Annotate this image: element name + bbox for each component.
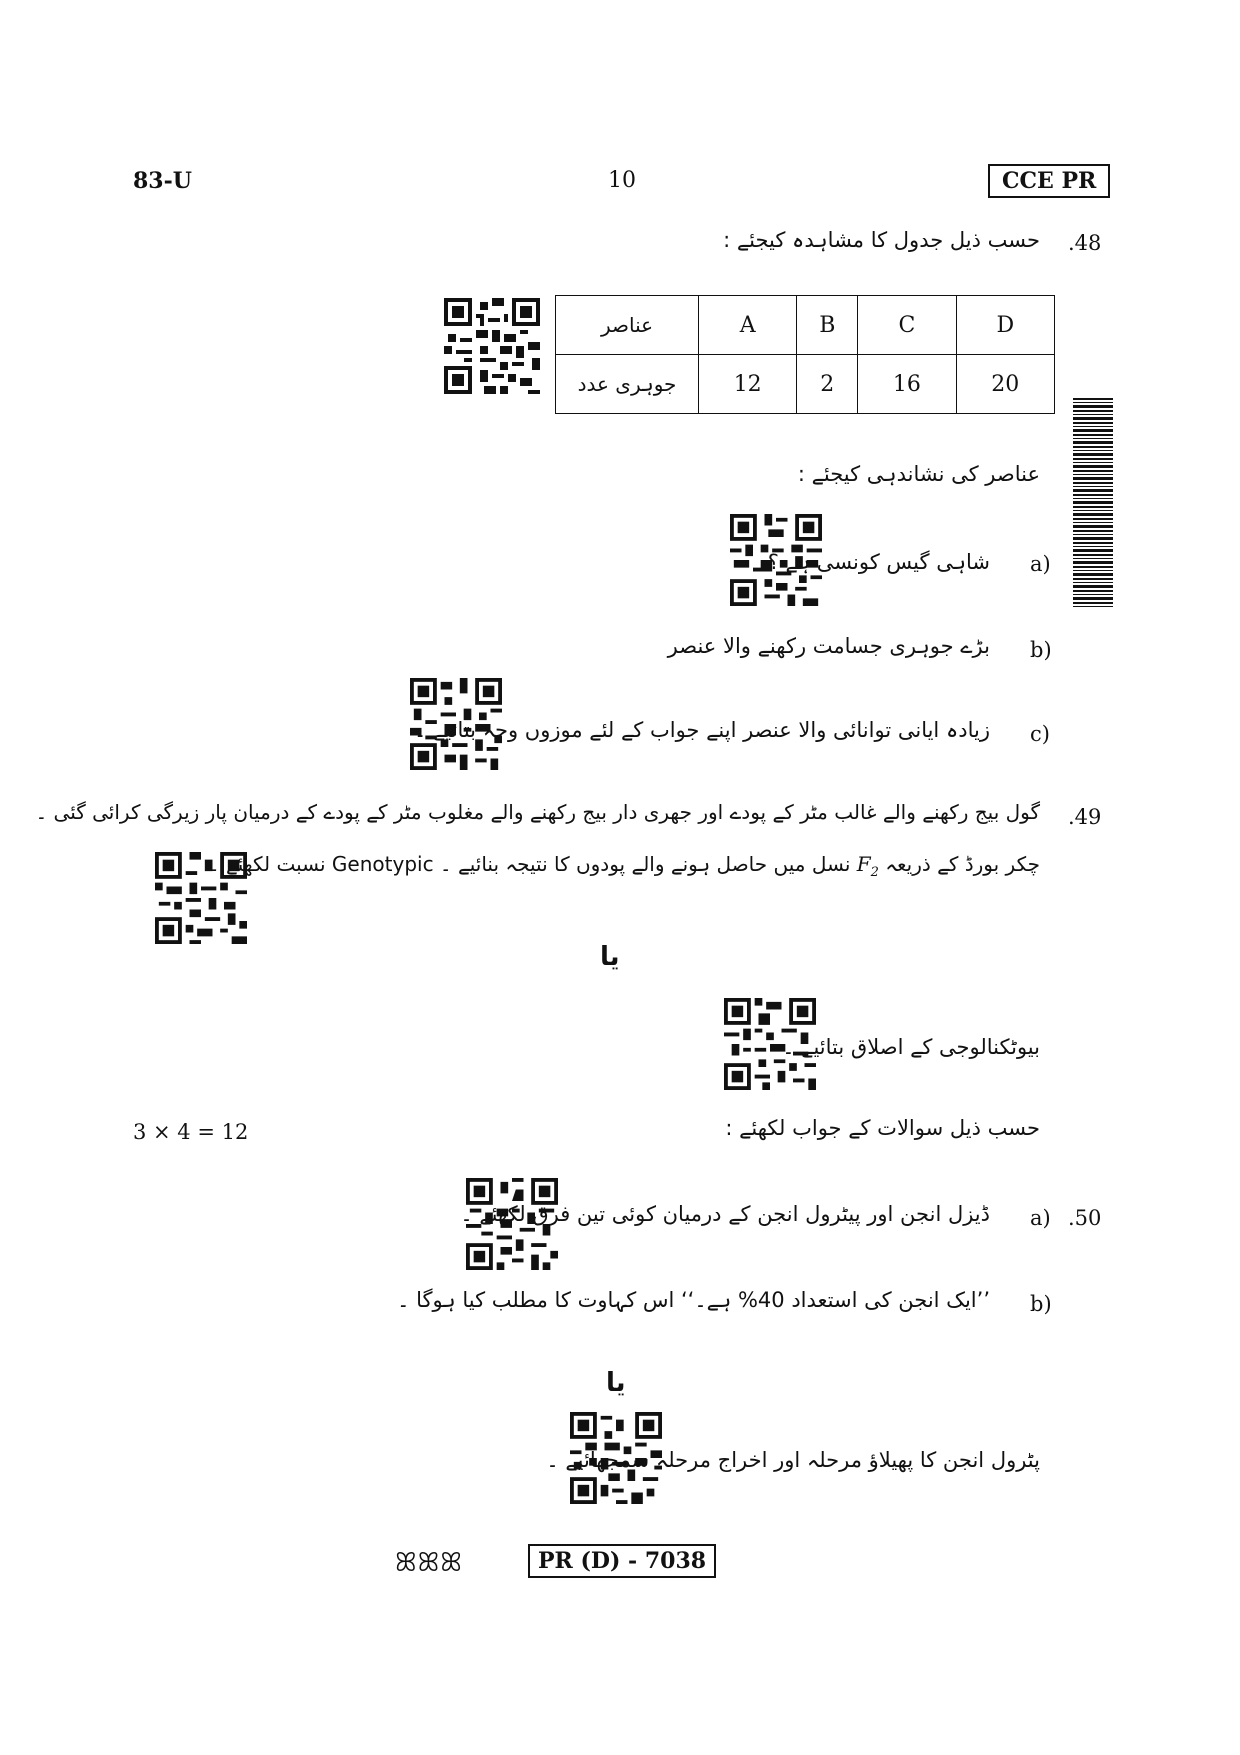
table-row <box>556 296 1055 355</box>
footer-ornament: ꕤꕤꕤ <box>395 1548 463 1578</box>
elements-table <box>555 295 1055 414</box>
q48-intro: حسب ذیل جدول کا مشاہدہ کیجئے : <box>723 228 1040 252</box>
question-number-50: .50 <box>1068 1206 1102 1230</box>
q48-part-b-text: بڑے جوہری جسامت رکھنے والا عنصر <box>667 634 990 658</box>
paper-code: 83-U <box>133 168 192 194</box>
table-row-label-atomic-number: جوہری عدد <box>556 355 699 414</box>
f2-notation: $F_2$ <box>856 852 879 880</box>
table-row <box>556 355 1055 414</box>
q48-instruction: عناصر کی نشاندہی کیجئے : <box>797 462 1040 486</box>
marks-formula: 3 × 4 = 12 <box>133 1120 249 1144</box>
element-cell: B <box>797 296 858 355</box>
atomic-number-cell: 16 <box>858 355 956 414</box>
section-instruction: حسب ذیل سوالات کے جواب لکھئے : <box>725 1116 1040 1140</box>
q48-part-c-text: زیادہ ایانی توانائی والا عنصر اپنے جواب کے لئے موزوں وجہ بتائیے ۔ <box>413 718 990 742</box>
q50-alt-question: پٹرول انجن کا پھیلاؤ مرحلہ اور اخراج مرحلہ سمجھائیے ۔ <box>546 1448 1040 1472</box>
exam-code-box: CCE PR <box>988 164 1110 198</box>
page-number: 10 <box>608 168 636 193</box>
q48-part-b-label: b) <box>1030 638 1052 662</box>
table-header-elements: عناصر <box>556 296 699 355</box>
footer-code-box: PR (D) - 7038 <box>528 1544 716 1578</box>
element-cell: A <box>699 296 797 355</box>
q50-part-b-text: ’’ایک انجن کی استعداد 40% ہے۔‘‘ اس کہاوت کا مطلب کیا ہوگا ۔ <box>397 1288 990 1312</box>
element-cell: C <box>858 296 956 355</box>
q48-part-a-label: a) <box>1030 552 1051 576</box>
q50-part-b-label: b) <box>1030 1292 1052 1316</box>
q49-alt-question: بیوٹکنالوجی کے اصلاق بتائیے ۔ <box>782 1035 1040 1059</box>
qr-code-q48-table <box>444 298 540 394</box>
q50-part-a-label: a) <box>1030 1206 1051 1230</box>
q49-line-1: گول بیج رکھنے والے غالب مٹر کے پودے اور جھری دار بیج رکھنے والے مغلوب مٹر کے پودے کے درمیان پار زیرگی کرائی گئی ۔ <box>35 800 1040 824</box>
q48-part-c-label: c) <box>1030 722 1050 746</box>
q50-part-a-text: ڈیزل انجن اور پیٹرول انجن کے درمیان کوئی تین فرق لکھئے ۔ <box>460 1202 990 1226</box>
or-separator-q49: یا <box>600 942 620 972</box>
atomic-number-cell: 2 <box>797 355 858 414</box>
q48-part-a-text: شاہی گیس کونسی ہے ؟ <box>767 550 990 574</box>
question-number-48: .48 <box>1068 231 1102 255</box>
barcode <box>1073 398 1113 608</box>
question-number-49: .49 <box>1068 805 1102 829</box>
element-cell: D <box>956 296 1054 355</box>
atomic-number-cell: 20 <box>956 355 1054 414</box>
or-separator-q50: یا <box>606 1368 626 1398</box>
atomic-number-cell: 12 <box>699 355 797 414</box>
q49-line-2: چکر بورڈ کے ذریعہ $F_2$ نسل میں حاصل ہونے والے پودوں کا نتیجہ بنائیے ۔ Genotypic نسبت لکھئے ۔ <box>207 852 1040 880</box>
